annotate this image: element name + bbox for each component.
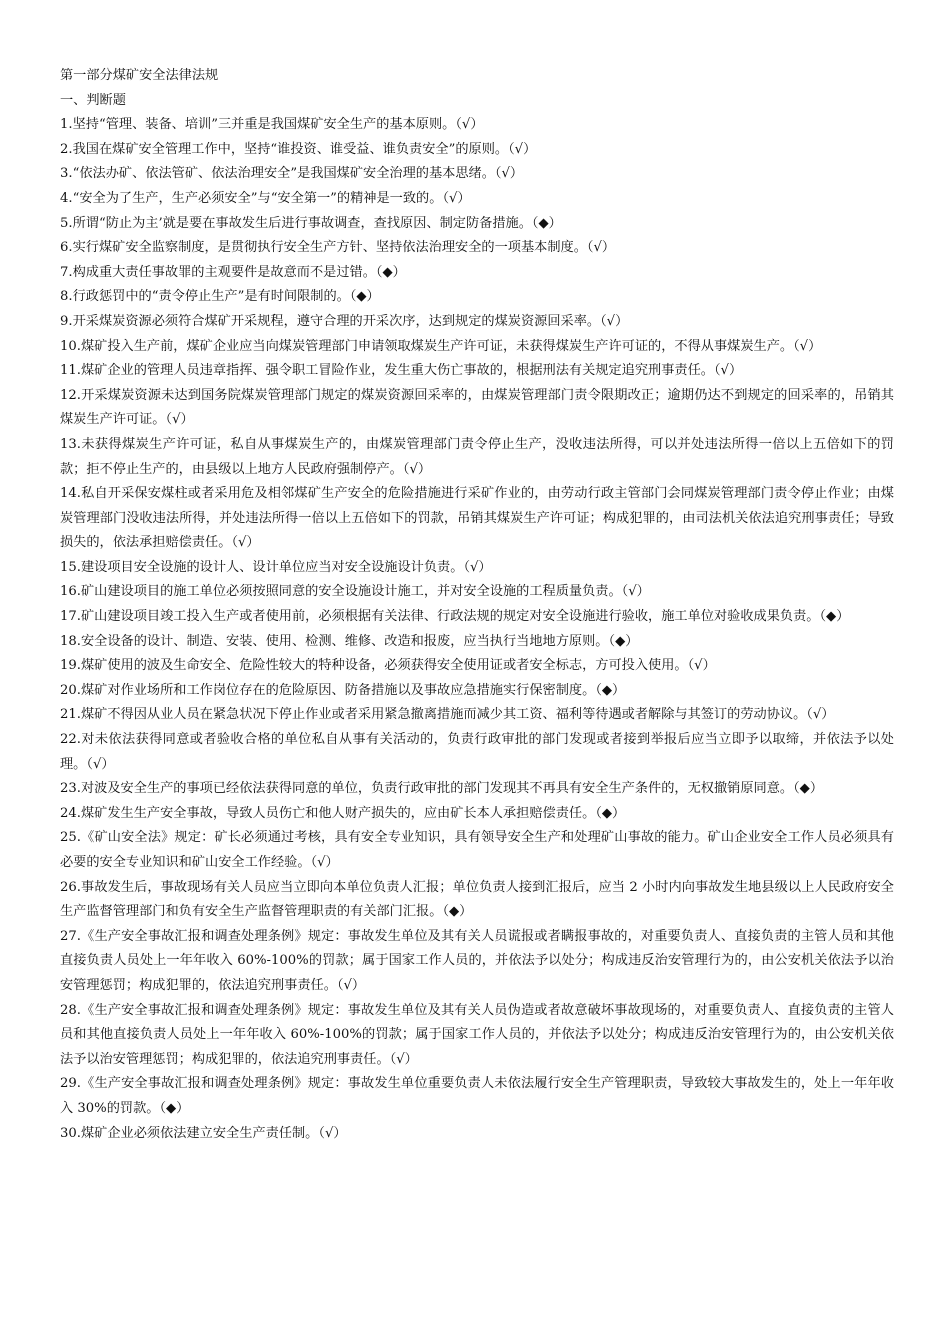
question-answer: （√） (336, 977, 366, 993)
question-item (60, 212, 894, 237)
question-text: 13.未获得煤炭生产许可证，私自从事煤炭生产的，由煤炭管理部门责令停止生产，没收违法所得，可以并处违法所得一倍以上五倍如下的罚款；拒不停止生产的，由县级以上地方人民政府强制停产。 (60, 436, 894, 477)
question-text: 23.对波及安全生产的事项已经依法获得同意的单位，负责行政审批的部门发现其不再具有安全生产条件的，无权撤销原同意。 (60, 781, 794, 797)
question-item (60, 261, 894, 286)
question-item (60, 384, 894, 433)
question-item (60, 679, 894, 704)
question-item (60, 113, 894, 138)
question-text: 20.煤矿对作业场所和工作岗位存在的危险原因、防备措施以及事故应急措施实行保密制度。 (60, 682, 596, 698)
question-text: 27.《生产安全事故汇报和调查处理条例》规定：事故发生单位及其有关人员谎报或者瞒报事故的，对重要负责人、直接负责的主管人员和其他直接负责人员处上一年年收入 60%-100%的罚款；属于国家工作人员的，并依法予以处分；构成违反治安管理行为的，由公安机关依法予以治安管理惩罚；构成犯罪的，依法追究刑事责任。 (60, 928, 894, 993)
question-answer: （√） (318, 1125, 347, 1141)
question-answer: （◆） (375, 264, 406, 280)
question-text: 25.《矿山安全法》规定：矿长必须通过考核，具有安全专业知识，具有领导安全生产和处理矿山事故的能力。矿山企业安全工作人员必须具有必要的安全专业知识和矿山安全工作经验。 (60, 830, 894, 870)
question-text: 30.煤矿企业必须依法建立安全生产责任制。 (60, 1125, 319, 1141)
question-answer: （√） (600, 313, 629, 329)
part-title: 第一部分煤矿安全法律法规 (60, 68, 219, 83)
question-text: 16.矿山建设项目的施工单位必须按照同意的安全设施设计施工，并对安全设施的工程质量负责。 (60, 584, 622, 600)
question-answer: （◆） (159, 1100, 190, 1116)
question-answer: （√） (806, 707, 835, 723)
question-text: 2.我国在煤矿安全管理工作中，坚持“谁投资、谁受益、谁负责安全”的原则。 (60, 141, 509, 157)
question-item (60, 285, 894, 310)
question-item (60, 335, 894, 360)
question-answer: （√） (165, 412, 194, 428)
question-item (60, 728, 894, 777)
question-item (60, 999, 894, 1073)
question-answer: （√） (687, 658, 716, 674)
question-item (60, 605, 894, 630)
question-answer: （√） (442, 190, 471, 206)
question-text: 15.建设项目安全设施的设计人、设计单位应当对安全设施设计负责。 (60, 559, 464, 575)
question-item (60, 359, 894, 384)
question-answer: （◆） (531, 215, 562, 231)
question-item (60, 138, 894, 163)
question-text: 29.《生产安全事故汇报和调查处理条例》规定：事故发生单位重要负责人未依法履行安全生产管理职责，导致较大事故发生的，处上一年年收入 30%的罚款。 (60, 1076, 894, 1116)
question-text: 10.煤矿投入生产前，煤矿企业应当向煤炭管理部门申请领取煤炭生产许可证，未获得煤炭生产许可证的，不得从事煤炭生产。 (60, 338, 794, 354)
question-item (60, 802, 894, 827)
question-answer: （◆） (608, 633, 639, 649)
question-item (60, 703, 894, 728)
question-answer: （◆） (819, 609, 850, 625)
question-text: 5.所谓“防止为主’就是要在事故发生后进行事故调查，查找原因、制定防备措施。 (60, 215, 532, 231)
question-answer: （√） (494, 166, 524, 182)
question-text: 24.煤矿发生生产安全事故，导致人员伤亡和他人财产损失的，应由矿长本人承担赔偿责任。 (60, 805, 596, 821)
question-text: 4.“安全为了生产，生产必须安全”与“安全第一”的精神是一致的。 (60, 190, 443, 206)
question-answer: （√） (793, 338, 822, 354)
question-text: 28.《生产安全事故汇报和调查处理条例》规定：事故发生单位及其有关人员伪造或者故意破坏事故现场的，对重要负责人、直接负责的主管人员和其他直接负责人员处上一年年收入 60%-100%的罚款；属于国家工作人员的，并依法予以处分；构成违反治安管理行为的，由公安机关依法予以治安管理惩罚；构成犯罪的，依法追究刑事责任。 (60, 1002, 894, 1067)
question-text: 3.“依法办矿、依法管矿、依法治理安全”是我国煤矿安全治理的基本思绪。 (60, 166, 495, 182)
question-item (60, 630, 894, 655)
question-item (60, 876, 894, 925)
question-item (60, 654, 894, 679)
question-text: 6.实行煤矿安全监察制度，是贯彻执行安全生产方针、坚持依法治理安全的一项基本制度。 (60, 240, 587, 256)
question-text: 1.坚持“管理、装备、培训”三并重是我国煤矿安全生产的基本原则。 (60, 117, 456, 133)
question-item (60, 1122, 894, 1147)
question-text: 19.煤矿使用的波及生命安全、危险性较大的特种设备，必须获得安全使用证或者安全标志，方可投入使用。 (60, 658, 688, 674)
question-answer: （√） (463, 559, 492, 575)
question-text: 14.私自开采保安煤柱或者采用危及相邻煤矿生产安全的危险措施进行采矿作业的，由劳动行政主管部门会同煤炭管理部门责令停止作业；由煤炭管理部门没收违法所得，并处违法所得一倍以上五倍如下的罚款，吊销其煤炭生产许可证；构成犯罪的，由司法机关依法追究刑事责任；导致损失的，依法承担赔偿责任。 (60, 486, 894, 551)
question-text: 9.开采煤炭资源必须符合煤矿开采规程，遵守合理的开采次序，达到规定的煤炭资源回采率。 (60, 313, 601, 329)
question-text: 18.安全设备的设计、制造、安装、使用、检测、维修、改造和报废，应当执行当地地方原则。 (60, 633, 609, 649)
question-text: 21.煤矿不得因从业人员在紧急状况下停止作业或者采用紧急撤离措施而减少其工资、福利等待遇或者解除与其签订的劳动协议。 (60, 707, 807, 723)
question-item (60, 1072, 894, 1121)
question-text: 7.构成重大责任事故罪的主观要件是故意而不是过错。 (60, 264, 376, 280)
question-item (60, 187, 894, 212)
question-answer: （√） (713, 363, 743, 379)
question-answer: （√） (586, 240, 616, 256)
question-answer: （√） (455, 117, 484, 133)
question-answer: （√） (402, 461, 432, 477)
question-answer: （√） (621, 584, 650, 600)
question-item (60, 826, 894, 875)
question-answer: （◆） (349, 289, 380, 305)
question-item (60, 162, 894, 187)
question-text: 26.事故发生后，事故现场有关人员应当立即向本单位负责人汇报；单位负责人接到汇报后，应当 2 小时内向事故发生地县级以上人民政府安全生产监督管理部门和负有安全生产监督管理职责的有关部门汇报。 (60, 879, 894, 920)
question-item (60, 482, 894, 556)
document-page (60, 64, 894, 1146)
question-answer: （◆） (793, 781, 824, 797)
section-title: 一、判断题 (60, 92, 126, 108)
question-answer: （√） (86, 756, 115, 772)
question-list (60, 113, 894, 1146)
question-item (60, 777, 894, 802)
question-item (60, 310, 894, 335)
question-item (60, 580, 894, 605)
question-answer: （√） (310, 855, 339, 870)
question-text: 17.矿山建设项目竣工投入生产或者使用前，必须根据有关法律、行政法规的规定对安全设施进行验收，施工单位对验收成果负责。 (60, 609, 820, 625)
question-item (60, 556, 894, 581)
question-item (60, 236, 894, 261)
question-text: 8.行政惩罚中的“责令停止生产”是有时间限制的。 (60, 289, 350, 305)
question-text: 12.开采煤炭资源未达到国务院煤炭管理部门规定的煤炭资源回采率的，由煤炭管理部门责令限期改正；逾期仍达不到规定的回采率的，吊销其煤炭生产许可证。 (60, 387, 894, 428)
question-answer: （√） (231, 535, 260, 551)
question-text: 11.煤矿企业的管理人员违章指挥、强令职工冒险作业，发生重大伤亡事故的，根据刑法有关规定追究刑事责任。 (60, 363, 714, 379)
question-item (60, 925, 894, 999)
question-answer: （◆） (442, 904, 473, 920)
question-item (60, 433, 894, 482)
question-answer: （◆） (595, 805, 626, 821)
question-answer: （√） (389, 1051, 418, 1067)
question-answer: （√） (508, 141, 537, 157)
question-text: 22.对未依法获得同意或者验收合格的单位私自从事有关活动的，负责行政审批的部门发现或者接到举报后应当立即予以取缔，并依法予以处理。 (60, 732, 894, 772)
question-answer: （◆） (595, 682, 626, 698)
